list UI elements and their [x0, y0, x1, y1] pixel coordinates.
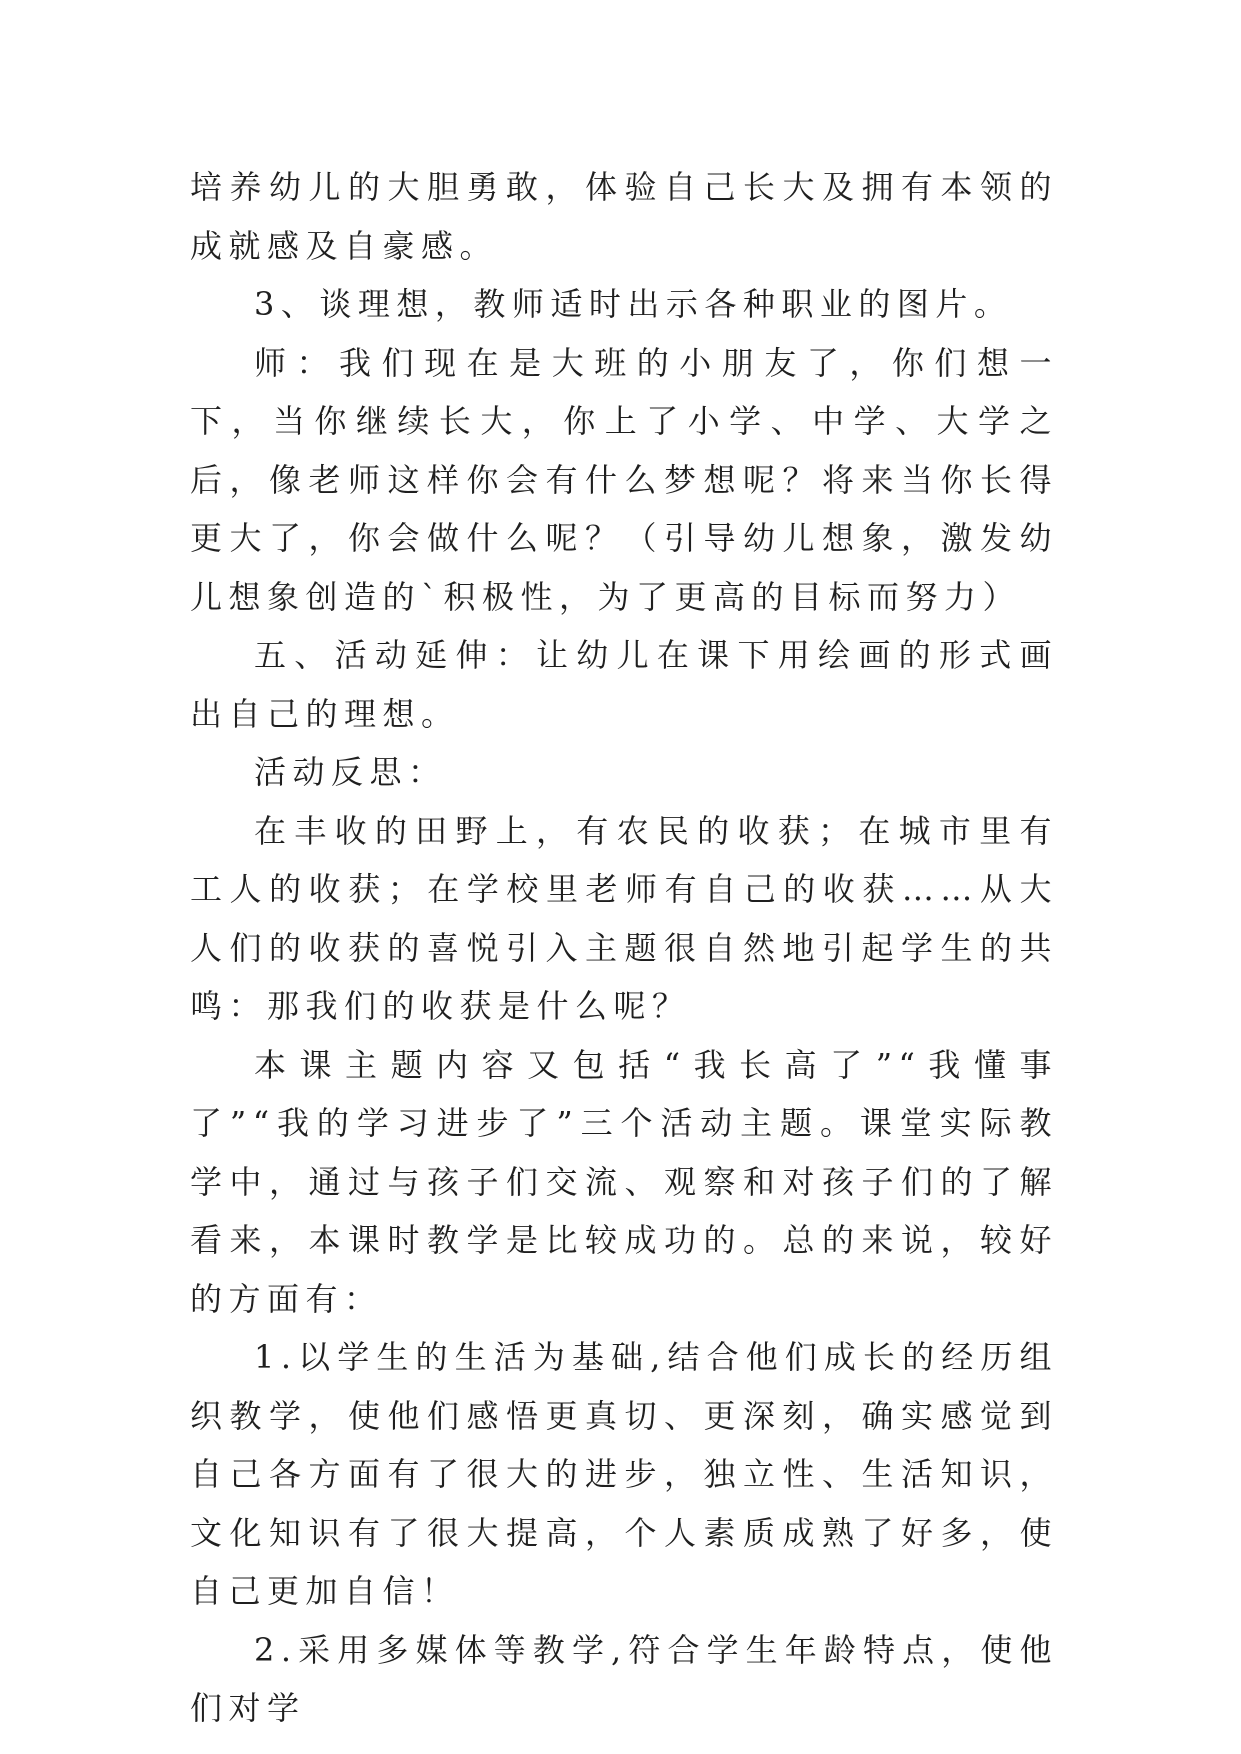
paragraph-8: 1.以学生的生活为基础,结合他们成长的经历组织教学，使他们感悟更真切、更深刻，确实感觉到自己各方面有了很大的进步，独立性、生活知识，文化知识有了很大提高，个人素质成熟了好多，使自己更加自信！: [190, 1338, 1058, 1610]
paragraph-2: 3、谈理想，教师适时出示各种职业的图片。: [254, 285, 1013, 323]
paragraph-5: 活动反思：: [254, 753, 447, 791]
paragraph-3: 师：我们现在是大班的小朋友了，你们想一下，当你继续长大，你上了小学、中学、大学之后，像老师这样你会有什么梦想呢？将来当你长得更大了，你会做什么呢？（引导幼儿想象，激发幼儿想象创造的`积极性，为了更高的目标而努力）: [190, 343, 1058, 616]
paragraph-6: 在丰收的田野上，有农民的收获；在城市里有工人的收获；在学校里老师有自己的收获……从大人们的收获的喜悦引入主题很自然地引起学生的共鸣：那我们的收获是什么呢？: [190, 811, 1058, 1025]
paragraph-9: 2.采用多媒体等教学,符合学生年龄特点，使他们对学: [190, 1630, 1058, 1727]
document-body: [190, 158, 1058, 1738]
paragraph-4: 五、活动延伸：让幼儿在课下用绘画的形式画出自己的理想。: [190, 636, 1058, 733]
paragraph-7: 本课主题内容又包括“我长高了”“我懂事了”“我的学习进步了”三个活动主题。课堂实际教学中，通过与孩子们交流、观察和对孩子们的了解看来，本课时教学是比较成功的。总的来说，较好的方面有：: [190, 1045, 1058, 1318]
paragraph-1: 培养幼儿的大胆勇敢，体验自己长大及拥有本领的成就感及自豪感。: [190, 168, 1058, 265]
